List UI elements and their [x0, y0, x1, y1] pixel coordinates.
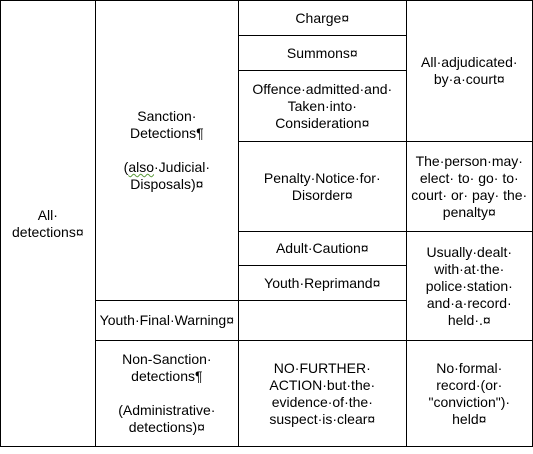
non-sanction-title: Non-Sanction· detections¶: [122, 351, 212, 384]
all-detections-cell: [1, 1, 96, 447]
penalty-notice-label: Penalty·Notice·for· Disorder¤: [263, 169, 381, 203]
nfa-label: NO·FURTHER· ACTION·but·the· evidence·of·the· suspect·is·clear¤: [269, 359, 376, 427]
summons-label: Summons¤: [286, 44, 358, 61]
sanction-sub-open-paren: (: [123, 159, 129, 175]
charge-cell: [239, 1, 407, 36]
non-sanction-subtitle: (Administrative· detections)¤: [118, 402, 216, 435]
charge-label: Charge¤: [295, 9, 350, 26]
youth-final-warning-label: Youth·Final·Warning¤: [99, 312, 235, 328]
sanction-detections-cell: [95, 1, 238, 301]
youth-reprimand-cell: [239, 266, 407, 301]
youth-reprimand-label: Youth·Reprimand¤: [264, 274, 381, 291]
non-sanction-cell: [95, 341, 238, 447]
caution-outcome-cell: [406, 232, 532, 341]
caution-outcome-text: Usually·dealt· with·at·the· police·station· and·a·record· held·.¤: [425, 243, 513, 328]
sanction-sub-judicial: ·Judicial·: [154, 159, 211, 175]
nfa-cell: [239, 341, 407, 447]
summons-cell: [239, 36, 407, 71]
sanction-title-line1: Sanction·: [137, 108, 197, 124]
penalty-outcome-cell: [406, 142, 532, 232]
sanction-subtitle: [100, 159, 234, 176]
nfa-outcome-cell: [406, 341, 532, 447]
sanction-subtitle-line2: Disposals)¤: [130, 176, 204, 192]
court-outcome-cell: [406, 1, 532, 142]
offence-tic-label: Offence·admitted·and· Taken·into· Consideration¤: [252, 80, 393, 131]
court-outcome-text: All·adjudicated· by·a·court¤: [421, 54, 518, 87]
penalty-outcome-text: The·person·may· elect· to· go· to· court· or· pay· the· penalty¤: [411, 152, 528, 220]
nfa-outcome-text: No·formal· record·(or· "conviction")· held¤: [428, 359, 511, 427]
adult-caution-cell: [239, 232, 407, 266]
sanction-sub-also: also: [128, 159, 154, 175]
adult-caution-label: Adult·Caution¤: [275, 240, 369, 256]
penalty-notice-cell: [239, 142, 407, 232]
all-detections-label: All· detections¤: [12, 206, 84, 240]
youth-final-warning-cell: [95, 301, 238, 341]
offence-tic-cell: [239, 71, 407, 142]
sanction-title-line2: Detections¶: [129, 125, 204, 141]
